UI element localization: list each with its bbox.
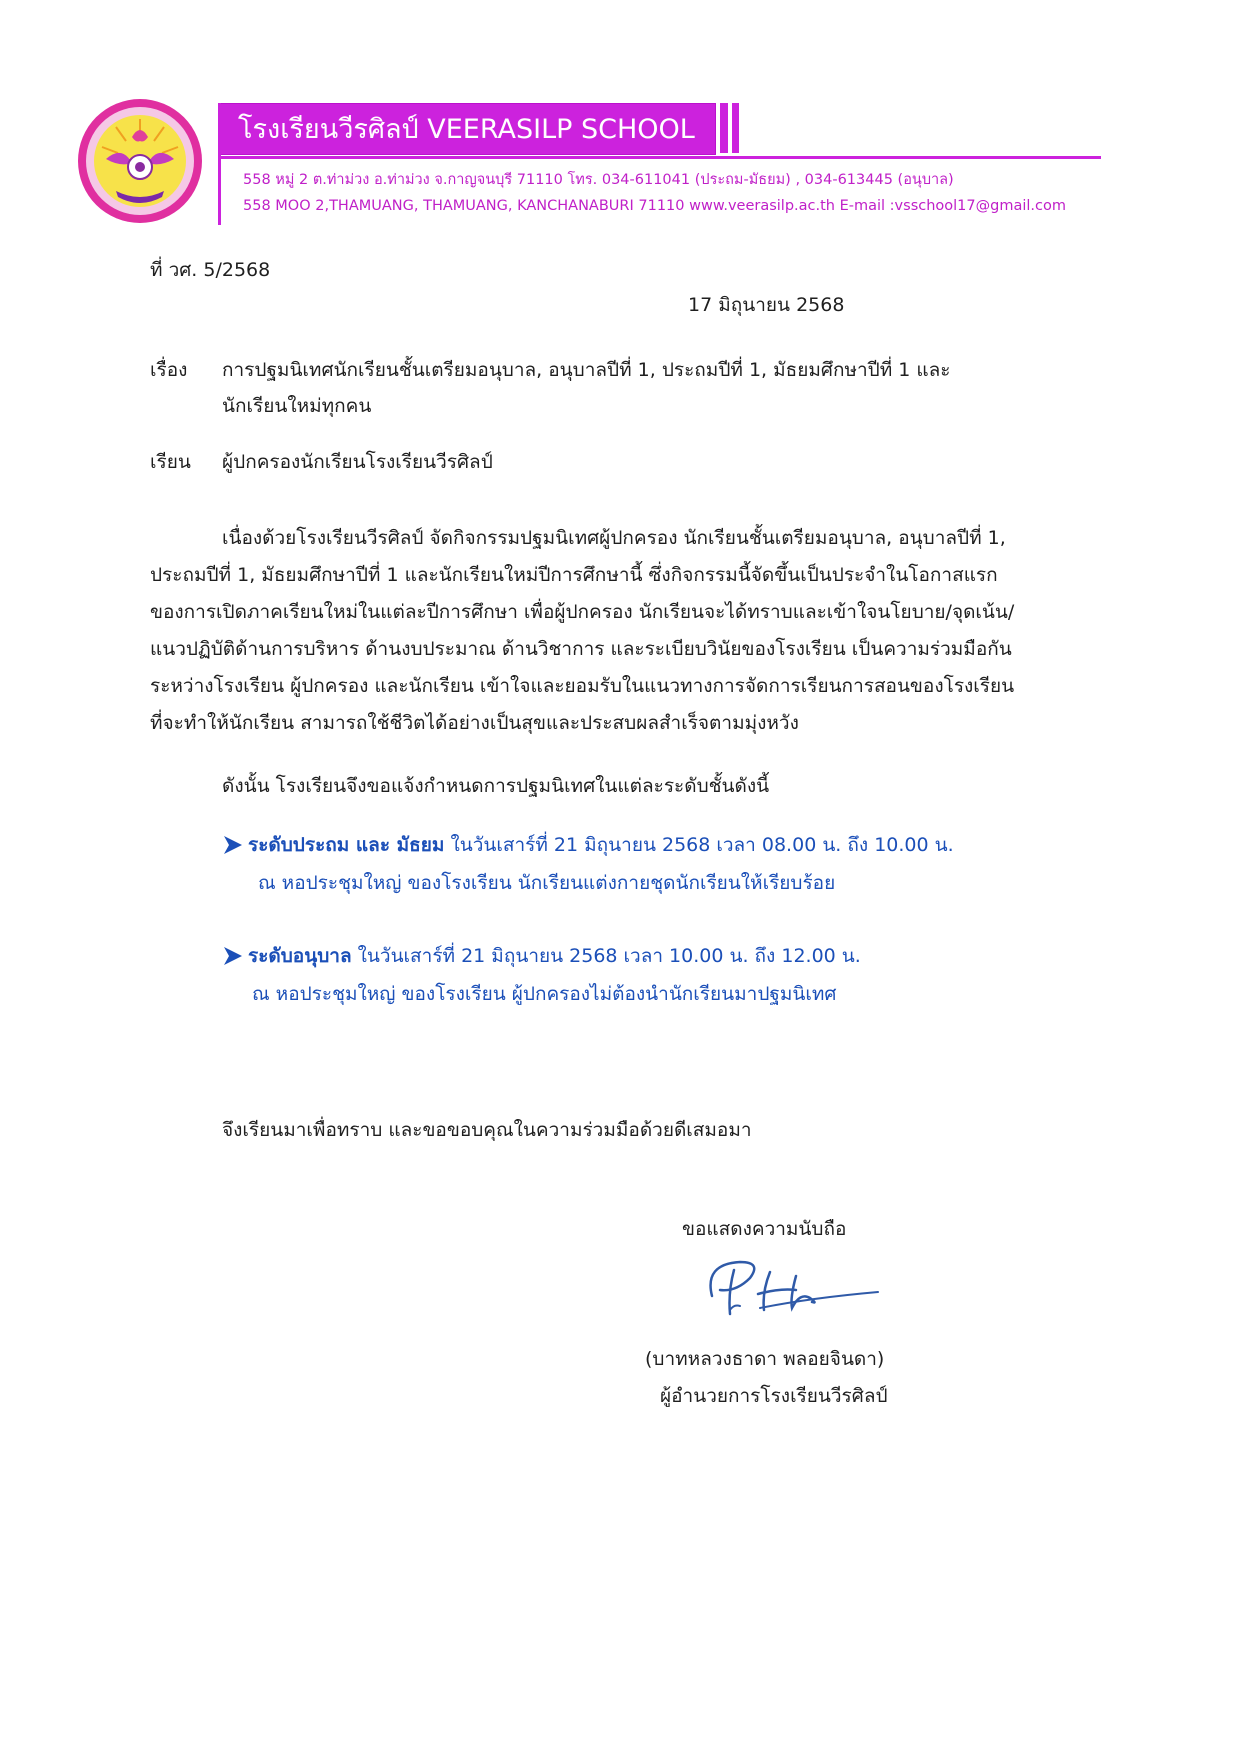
letterhead-horizontal-rule <box>218 156 1101 159</box>
body-line: ที่จะทำให้นักเรียน สามารถใช้ชีวิตได้อย่างเป็นสุขและประสบผลสำเร็จตามมุ่งหวัง <box>150 712 799 734</box>
letterhead-vertical-rule <box>218 103 221 225</box>
salutation-label: เรียน <box>150 451 191 473</box>
arrow-bullet-icon <box>222 834 244 856</box>
schedule-announcement: ดังนั้น โรงเรียนจึงขอแจ้งกำหนดการปฐมนิเทศในแต่ละระดับชั้นดังนี้ <box>222 775 770 797</box>
body-line: ประถมปีที่ 1, มัธยมศึกษาปีที่ 1 และนักเรียนใหม่ปีการศึกษานี้ ซึ่งกิจกรรมนี้จัดขึ้นเป็นประจำในโอกาสแรก <box>150 564 998 586</box>
subject-line: นักเรียนใหม่ทุกคน <box>222 395 372 417</box>
banner-stripe <box>732 103 739 153</box>
salutation-recipient: ผู้ปกครองนักเรียนโรงเรียนวีรศิลป์ <box>222 451 493 473</box>
school-logo <box>76 97 204 225</box>
schedule-detail: ณ หอประชุมใหญ่ ของโรงเรียน ผู้ปกครองไม่ต้องนำนักเรียนมาปฐมนิเทศ <box>252 983 837 1005</box>
subject-label: เรื่อง <box>150 359 188 381</box>
schedule-level: ระดับประถม และ มัธยม <box>248 834 445 856</box>
letter-date: 17 มิถุนายน 2568 <box>688 294 845 316</box>
schedule-level: ระดับอนุบาล <box>248 945 352 967</box>
body-line: ของการเปิดภาคเรียนใหม่ในแต่ละปีการศึกษา เพื่อผู้ปกครอง นักเรียนจะได้ทราบและเข้าใจนโยบาย/จุดเน้น/ <box>150 601 1015 623</box>
school-name: โรงเรียนวีรศิลป์ VEERASILP SCHOOL <box>238 114 695 145</box>
handwritten-signature <box>700 1252 880 1322</box>
complimentary-close: ขอแสดงความนับถือ <box>682 1218 847 1240</box>
banner-stripe <box>720 103 728 153</box>
closing-sentence: จึงเรียนมาเพื่อทราบ และขอขอบคุณในความร่วมมือด้วยดีเสมอมา <box>222 1119 752 1141</box>
schedule-detail: ณ หอประชุมใหญ่ ของโรงเรียน นักเรียนแต่งกายชุดนักเรียนให้เรียบร้อย <box>258 872 836 894</box>
arrow-bullet-icon <box>222 945 244 967</box>
signer-name: (บาทหลวงธาดา พลอยจินดา) <box>645 1348 885 1370</box>
schedule-time: ในวันเสาร์ที่ 21 มิถุนายน 2568 เวลา 10.00 น. ถึง 12.00 น. <box>351 945 861 967</box>
body-line: แนวปฏิบัติด้านการบริหาร ด้านงบประมาณ ด้านวิชาการ และระเบียบวินัยของโรงเรียน เป็นความร่วมมือกัน <box>150 638 1012 660</box>
reference-number: ที่ วศ. 5/2568 <box>150 259 271 281</box>
schedule-item <box>248 832 954 859</box>
body-line: ระหว่างโรงเรียน ผู้ปกครอง และนักเรียน เข้าใจและยอมรับในแนวทางการจัดการเรียนการสอนของโรงเรียน <box>150 675 1015 697</box>
schedule-time: ในวันเสาร์ที่ 21 มิถุนายน 2568 เวลา 08.00 น. ถึง 10.00 น. <box>444 834 954 856</box>
address-english: 558 MOO 2,THAMUANG, THAMUANG, KANCHANABURI 71110 www.veerasilp.ac.th E-mail :vsschool17@gmail.com <box>243 198 1066 214</box>
body-line: เนื่องด้วยโรงเรียนวีรศิลป์ จัดกิจกรรมปฐมนิเทศผู้ปกครอง นักเรียนชั้นเตรียมอนุบาล, อนุบาลปีที่ 1, <box>222 527 1006 549</box>
signer-position: ผู้อำนวยการโรงเรียนวีรศิลป์ <box>660 1385 888 1407</box>
schedule-item <box>248 943 861 970</box>
address-thai: 558 หมู่ 2 ต.ท่าม่วง อ.ท่าม่วง จ.กาญจนบุรี 71110 โทร. 034-611041 (ประถม-มัธยม) , 034-613445 (อนุบาล) <box>243 172 954 188</box>
subject-line: การปฐมนิเทศนักเรียนชั้นเตรียมอนุบาล, อนุบาลปีที่ 1, ประถมปีที่ 1, มัธยมศึกษาปีที่ 1 และ <box>222 359 951 381</box>
